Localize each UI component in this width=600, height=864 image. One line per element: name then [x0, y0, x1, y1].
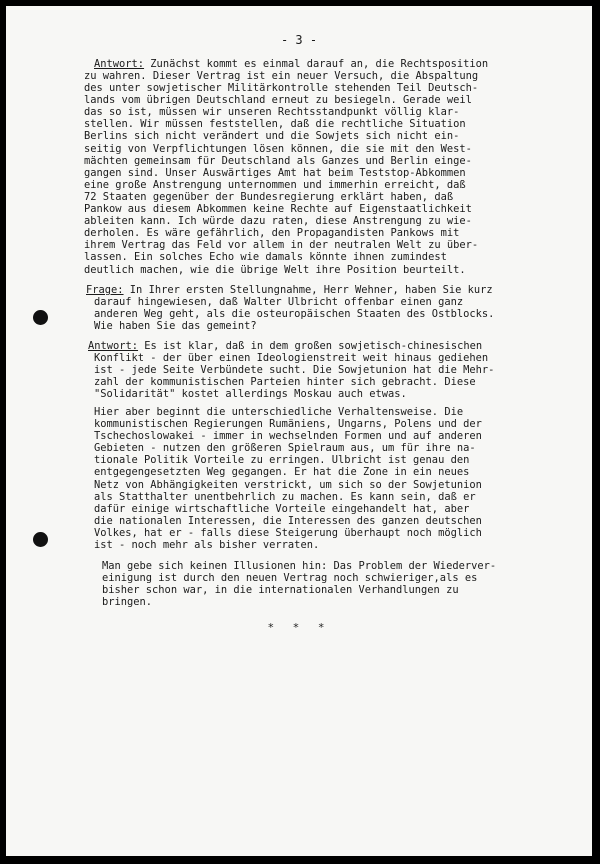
- block-first-line: Zunächst kommt es einmal darauf an, die Rechtsposition: [144, 58, 489, 70]
- punch-hole: [33, 310, 48, 325]
- block-first-line: In Ihrer ersten Stellungnahme, Herr Wehner, haben Sie kurz: [123, 284, 493, 296]
- question-block-body: darauf hingewiesen, daß Walter Ulbricht offenbar einen ganz anderen Weg geht, als die osteuropäischen Staaten des Ostblocks. Wie haben Sie das gemeint?: [94, 296, 495, 333]
- answer-block-1: [94, 58, 574, 70]
- speaker-label: Frage:: [86, 284, 124, 296]
- speaker-label: Antwort:: [88, 340, 139, 352]
- block-first-line: Es ist klar, daß in dem großen sowjetisch-chinesischen: [138, 340, 483, 352]
- answer-block-2-body: Konflikt - der über einen Ideologienstreit weit hinaus gediehen ist - jede Seite Verbündete sucht. Die Sowjetunion hat die Mehr- zahl der kommunistischen Parteien hinter sich gebracht. Diese "Solidarität" kostet allerdings Moskau auch etwas.: [94, 352, 495, 401]
- paragraph: Hier aber beginnt die unterschiedliche Verhaltensweise. Die kommunistischen Regierungen Rumäniens, Ungarns, Polens und der Tschechoslowakei - immer in wechselnden Formen und auf anderen Gebieten - nutzen den größeren Spielraum aus, um für ihre na- tionale Politik Vorteile zu erringen. Ulbricht ist genau den entgegengesetzten Weg gegangen. Er hat die Zone in ein neues Netz von Abhängigkeiten verstrickt, um sich so der Sowjetunion als Statthalter unentbehrlich zu machen. Es kann sein, daß er dafür einige wirtschaftliche Vorteile eingehandelt hat, aber die nationalen Interessen, die Interessen des ganzen deutschen Volkes, hat er - falls diese Steigerung überhaupt noch möglich ist - noch mehr als bisher verraten.: [94, 406, 482, 552]
- answer-block-1-body: zu wahren. Dieser Vertrag ist ein neuer Versuch, die Abspaltung des unter sowjetischer Militärkontrolle stehenden Teil Deutsch- lands vom übrigen Deutschland erneut zu besiegeln. Gerade weil das so ist, müssen wir unseren Rechtsstandpunkt völlig klar- stellen. Wir müssen feststellen, daß die rechtliche Situation Berlins sich nicht verändert und die Sowjets sich nicht ein- seitig von Verpflichtungen lösen können, die sie mit den West- mächten gemeinsam für Deutschland als Ganzes und Berlin einge- gangen sind. Unser Auswärtiges Amt hat beim Teststop-Abkommen eine große Anstrengung unternommen und immerhin erreicht, daß 72 Staaten gegenüber der Bundesregierung erklärt haben, daß Pankow aus diesem Abkommen keine Rechte auf Eigenstaatlichkeit ableiten kann. Ich würde dazu raten, diese Anstrengung zu wie- derholen. Es wäre gefährlich, den Propagandisten Pankows mit ihrem Vertrag das Feld vor allem in der neutralen Welt zu über- lassen. Ein solches Echo wie damals könnte ihnen zumindest deutlich machen, wie die übrige Welt ihre Position beurteilt.: [84, 70, 479, 276]
- paragraph: Man gebe sich keinen Illusionen hin: Das Problem der Wiederver- einigung ist durch den neuen Vertrag noch schwieriger,als es bisher schon war, in die internationalen Verhandlungen zu bringen.: [102, 560, 497, 609]
- answer-block-2: [88, 340, 568, 352]
- question-block: [86, 284, 566, 296]
- document-page: [6, 6, 592, 856]
- speaker-label: Antwort:: [94, 58, 145, 70]
- end-mark: * * *: [267, 621, 331, 634]
- punch-hole: [33, 532, 48, 547]
- page-number: - 3 -: [280, 33, 318, 47]
